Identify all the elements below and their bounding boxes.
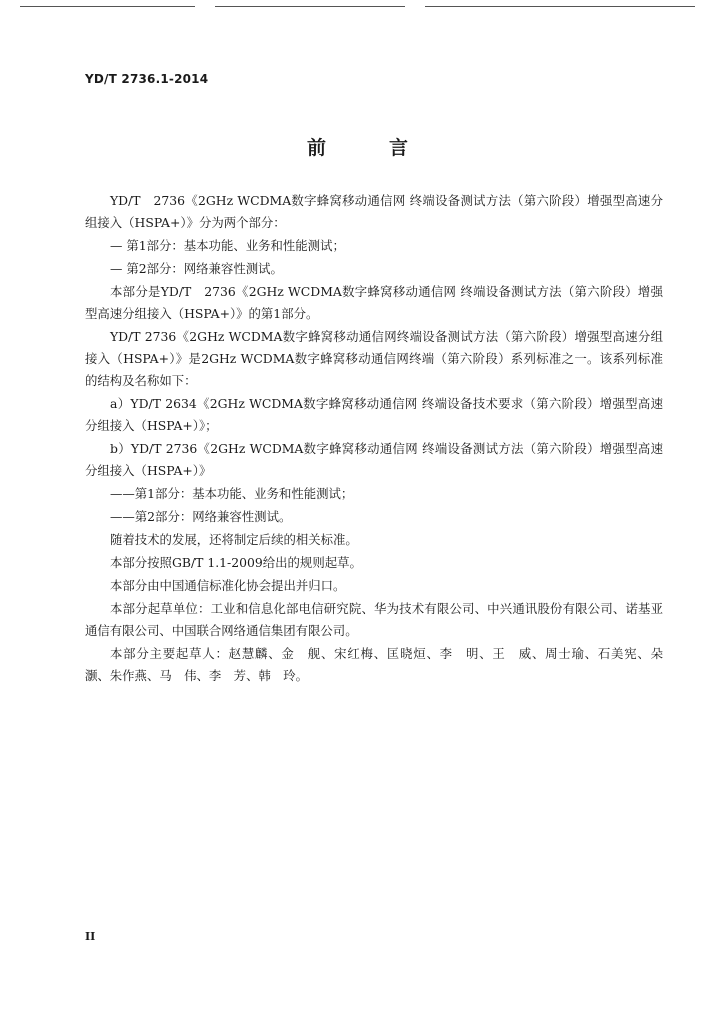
list-item-part1: — 第1部分：基本功能、业务和性能测试； <box>110 238 345 253</box>
paragraph-rules: 本部分按照GB/T 1.1-2009给出的规则起草。 <box>110 555 362 570</box>
page-title: 前 言 <box>306 137 430 159</box>
page-number: II <box>85 930 96 943</box>
paragraph-drafting-units: 本部分起草单位：工业和信息化部电信研究院、华为技术有限公司、中兴通讯股份有限公司、诺基亚通信有限公司、中国联合网络通信集团有限公司。 <box>85 601 663 638</box>
paragraph-intro: YD/T 2736《2GHz WCDMA数字蜂窝移动通信网 终端设备测试方法（第六阶段）增强型高速分组接入（HSPA+）》分为两个部分： <box>85 193 663 230</box>
sub-item-part2: ——第2部分：网络兼容性测试。 <box>110 509 292 524</box>
paragraph-drafters: 本部分主要起草人：赵慧麟、金 舰、宋红梅、匡晓烜、李 明、王 威、周士瑜、石美宪、朵 灏、朱作燕、马 伟、李 芳、韩 玲。 <box>85 646 676 683</box>
paragraph-future: 随着技术的发展，还将制定后续的相关标准。 <box>110 532 358 547</box>
foreword-body <box>85 190 676 688</box>
list-item-a: a）YD/T 2634《2GHz WCDMA数字蜂窝移动通信网 终端设备技术要求（第六阶段）增强型高速分组接入（HSPA+）》； <box>85 396 663 433</box>
list-item-b: b）YD/T 2736《2GHz WCDMA数字蜂窝移动通信网 终端设备测试方法（第六阶段）增强型高速分组接入（HSPA+）》 <box>85 441 663 478</box>
standard-code: YD/T 2736.1-2014 <box>85 72 209 86</box>
top-rule-right <box>425 6 695 7</box>
paragraph-series: YD/T 2736《2GHz WCDMA数字蜂窝移动通信网终端设备测试方法（第六阶段）增强型高速分组接入（HSPA+）》是2GHz WCDMA数字蜂窝移动通信网终端（第六阶段）系列标准之一。该系列标准的结构及名称如下： <box>85 329 663 388</box>
sub-item-part1: ——第1部分：基本功能、业务和性能测试； <box>110 486 354 501</box>
paragraph-proposer: 本部分由中国通信标准化协会提出并归口。 <box>110 578 346 593</box>
top-rule-left <box>20 6 195 7</box>
paragraph-this-part: 本部分是YD/T 2736《2GHz WCDMA数字蜂窝移动通信网 终端设备测试方法（第六阶段）增强型高速分组接入（HSPA+）》的第1部分。 <box>85 284 663 321</box>
top-rule-middle <box>215 6 405 7</box>
list-item-part2: — 第2部分：网络兼容性测试。 <box>110 261 283 276</box>
